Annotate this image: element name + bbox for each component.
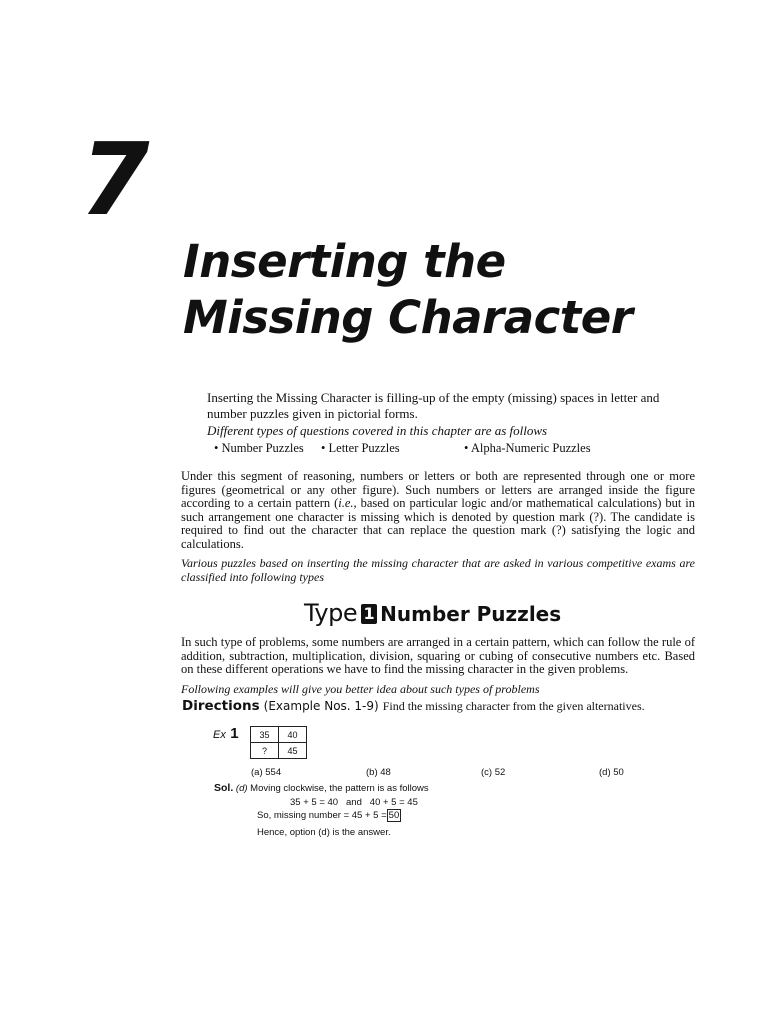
paragraph-text: based on particular logic and/or mathematical calculations) but in such arrangement one character is missing which is denoted by question mark (?). The candidate is required to find out the character that can replace the question mark (?) satisfying the logic and calculations. [181, 496, 695, 551]
directions-label: Directions [182, 698, 260, 714]
solution-label: Sol. [214, 782, 234, 794]
section-description: In such type of problems, some numbers are arranged in a certain pattern, which can follow the rule of addition, subtraction, multiplication, division, squaring or cubing of consecutive numbers etc. Based on these different operations we have to find the missing character in the given problems. [181, 635, 695, 677]
solution-line-4: Hence, option (d) is the answer. [257, 827, 391, 838]
list-item-label: Number Puzzles [221, 441, 304, 455]
directions-text: Find the missing character from the given alternatives. [382, 699, 645, 713]
grid-cell: 35 [251, 727, 279, 743]
body-paragraph-2: Various puzzles based on inserting the missing character that are asked in various competitive exams are classified into following types [181, 556, 695, 584]
chapter-title-line-2: Missing Character [183, 291, 633, 344]
list-item: • Number Puzzles [214, 441, 304, 455]
number-puzzle-grid [250, 726, 307, 759]
answer-tag: (d) [235, 783, 248, 794]
type-number-badge: 1 [361, 604, 377, 624]
directions-range: (Example Nos. 1-9) [263, 699, 379, 713]
solution-text: Moving clockwise, the pattern is as follows [250, 783, 429, 794]
solution-line-1 [214, 782, 429, 794]
paragraph-text: Under this segment of reasoning, numbers or letters or both are represented through one or more figures (geometrical or any other figure). Such numbers or letters are arranged inside the figure according to a certain pattern ( [181, 469, 695, 511]
chapter-title-line-1: Inserting the [183, 235, 506, 288]
option-b: (b) 48 [366, 767, 391, 778]
ie-abbrev: i.e., [338, 496, 357, 511]
grid-cell-missing: ? [251, 743, 279, 759]
solution-line-3 [257, 810, 401, 821]
body-paragraph-1 [181, 470, 695, 552]
boxed-answer: 50 [388, 810, 400, 821]
intro-text: Inserting the Missing Character is filling-up of the empty (missing) spaces in letter and number puzzles given in pictorial forms. [207, 390, 660, 421]
directions [182, 697, 645, 715]
list-item: • Letter Puzzles [321, 441, 400, 455]
option-d: (d) 50 [599, 767, 624, 778]
chapter-title [183, 234, 633, 346]
option-c: (c) 52 [481, 767, 506, 778]
solution-equation [290, 797, 418, 808]
equation: 40 + 5 = 45 [369, 797, 418, 808]
section-lead-in: Following examples will give you better idea about such types of problems [181, 682, 540, 696]
example-label [213, 725, 239, 743]
option-a: (a) 554 [251, 767, 282, 778]
equation: 35 + 5 = 40 [290, 797, 339, 808]
type-word: Type [304, 599, 358, 627]
section-title: Number Puzzles [380, 602, 562, 626]
example-number: 1 [230, 725, 239, 742]
chapter-number: 7 [80, 121, 150, 238]
list-item-label: Letter Puzzles [328, 441, 400, 455]
section-heading [304, 599, 561, 627]
list-item-label: Alpha-Numeric Puzzles [470, 441, 591, 455]
grid-cell: 40 [279, 727, 307, 743]
solution-text: So, missing number = 45 + 5 = [257, 810, 387, 821]
grid-cell: 45 [279, 743, 307, 759]
example-word: Ex [213, 729, 226, 741]
types-heading: Different types of questions covered in this chapter are as follows [207, 423, 548, 438]
list-item: • Alpha-Numeric Puzzles [464, 441, 591, 455]
conjunction: and [346, 797, 362, 808]
